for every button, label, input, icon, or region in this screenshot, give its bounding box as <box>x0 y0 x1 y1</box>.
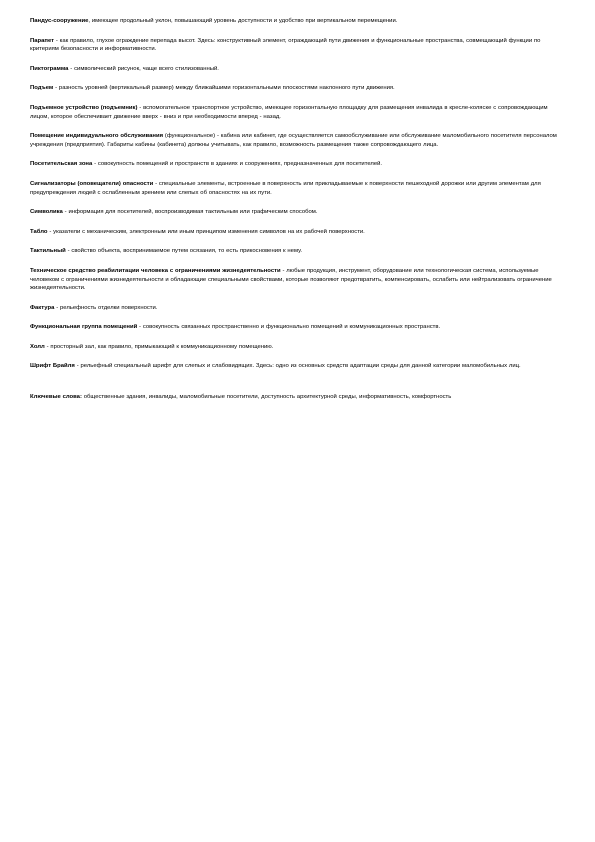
definition-entry <box>30 37 568 54</box>
definition-term: Шрифт Брайля <box>30 363 75 370</box>
document-body <box>30 17 568 413</box>
definition-entry <box>30 247 568 256</box>
definition-entry <box>30 65 568 74</box>
definition-text: - совокупность связанных пространственно и функционально помещений и коммуникационных пространств. <box>137 324 441 331</box>
definition-term: Фактура <box>30 304 55 311</box>
definition-text: (функциональное) - кабина или кабинет, где осуществляется самообслуживание или обслуживание маломобильного посетителя персоналом учреждения (предприятия). Габариты кабины (кабинета) должны учитывать, как правило, возможность размещения также сопровождающего лица. <box>30 133 557 148</box>
definition-entry <box>30 228 568 237</box>
definition-text: - вспомогательное транспортное устройство, имеющее горизонтальную площадку для размещения инвалида в кресле-коляске с сопровождающим лицом, которое обеспечивает движение вверх - вниз и при необходимости вперед - назад. <box>30 104 548 120</box>
definition-term: Помещение индивидуального обслуживания <box>30 133 164 140</box>
definition-text: - специальные элементы, встроенные в поверхность или прикладываемые к поверхности пешеходной дорожки или другим элементам для предупреждения людей с ослабленным зрением или слепых об опасностях на их пути. <box>30 180 541 196</box>
definition-text: - как правило, глухое ограждение перепада высот. Здесь: конструктивный элемент, ограждающий пути движения и функциональные пространства, совмещающий функции по критериям безопасности и информативности. <box>30 37 541 53</box>
keywords-label: Ключевые слова: <box>30 394 82 401</box>
definition-term: Пиктограмма <box>30 65 69 72</box>
definition-term: Табло <box>30 228 48 235</box>
definition-entry <box>30 267 568 293</box>
definition-text: - совокупность помещений и пространств в зданиях и сооружениях, предназначенных для посетителей. <box>92 161 383 168</box>
definition-text: - указатели с механическим, электронным или иным принципом изменения символов на их рабочей поверхности. <box>47 228 365 235</box>
definition-text: - разность уровней (вертикальный размер) между ближайшими горизонтальными плоскостями наклонного пути движения. <box>53 85 395 92</box>
definition-entry <box>30 160 568 169</box>
definition-entry <box>30 17 568 26</box>
keywords-text: общественные здания, инвалиды, маломобильные посетители, доступность архитектурной среды, информативность, комфортность <box>81 394 452 401</box>
definition-term: Техническое средство реабилитации человека с ограничениями жизнедеятельности <box>30 267 281 274</box>
definition-term: Функциональная группа помещений <box>30 324 138 331</box>
definition-text: , имеющее продольный уклон, повышающий уровень доступности и удобство при вертикальном перемещении. <box>88 18 398 24</box>
definition-entry <box>30 343 568 352</box>
definition-term: Посетительская зона <box>30 161 93 168</box>
definition-text: - рельефный специальный шрифт для слепых и слабовидящих. Здесь: одно из основных средств адаптации среды для данной категории маломобильных лиц. <box>74 363 521 370</box>
definition-term: Символика <box>30 209 63 216</box>
definition-entry <box>30 208 568 217</box>
keywords-paragraph <box>30 393 568 402</box>
definition-entry <box>30 104 568 121</box>
definition-term: Подъемное устройство (подъемник) <box>30 104 138 111</box>
definition-text: - просторный зал, как правило, примыкающий к коммуникационному помещению. <box>44 343 274 350</box>
definition-text: - рельефность отделки поверхности. <box>54 304 158 311</box>
definition-text: - любые продукция, инструмент, оборудование или технологическая система, используемые человеком с ограничениями жизнедеятельности и обладающие специальными свойствами, которые позволяют предотвратить, компенсировать, ослабить или нейтрализовать ограничение жизнедеятельности. <box>30 267 552 292</box>
definition-term: Подъем <box>30 85 54 92</box>
definition-text: - свойство объекта, воспринимаемое путем осязания, то есть прикосновения к нему. <box>65 248 303 255</box>
definition-term: Сигнализаторы (оповещатели) опасности <box>30 180 154 187</box>
definition-term: Холл <box>30 343 45 350</box>
definition-entry <box>30 132 568 149</box>
definition-entry <box>30 362 568 371</box>
definition-term: Тактильный <box>30 248 66 255</box>
definition-entry <box>30 180 568 197</box>
definition-entry <box>30 84 568 93</box>
definition-text: - символический рисунок, чаще всего стилизованный. <box>68 65 219 72</box>
definition-term: Парапет <box>30 37 55 44</box>
definition-entry <box>30 323 568 332</box>
definition-entry <box>30 304 568 313</box>
definition-term: Пандус-сооружение <box>30 18 89 24</box>
definition-text: - информация для посетителей, воспроизводимая тактильным или графическим способом. <box>62 209 318 216</box>
